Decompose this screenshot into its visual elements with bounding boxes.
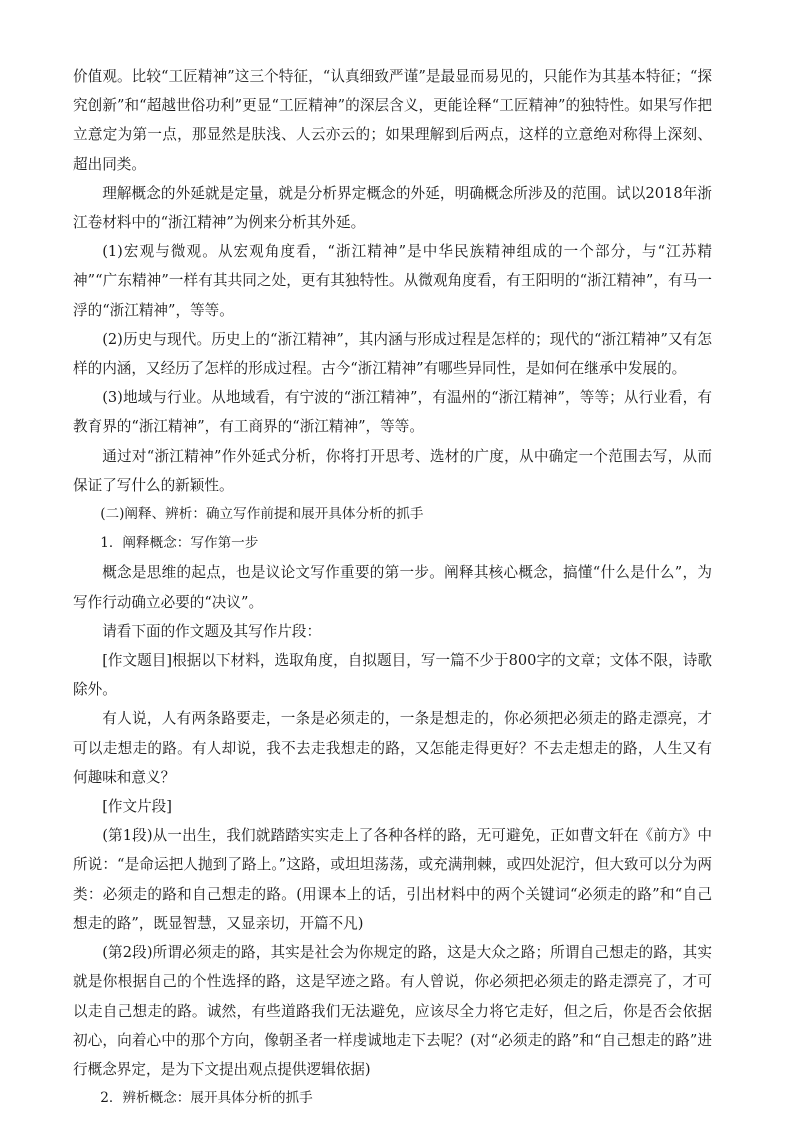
essay-prompt: [作文题目]根据以下材料，选取角度，自拟题目，写一篇不少于800字的文章；文体不限，诗歌除外。 <box>73 652 712 699</box>
paragraph-concept: 概念是思维的起点，也是议论文写作重要的第一步。阐释其核心概念，搞懂“什么是什么”，为写作行动确立必要的“决议”。 <box>73 564 712 611</box>
essay-excerpt-label: [作文片段] <box>102 798 172 816</box>
essay-material: 有人说，人有两条路要走，一条是必须走的，一条是想走的，你必须把必须走的路走漂亮，才可以走想走的路。有人却说，我不去走我想走的路，又怎能走得更好？不去走想走的路，人生又有何趣味和意义？ <box>73 710 712 786</box>
paragraph-point-3: (3)地域与行业。从地域看，有宁波的“浙江精神”，有温州的“浙江精神”，等等；从行业看，有教育界的“浙江精神”，有工商界的“浙江精神”，等等。 <box>73 389 712 436</box>
paragraph-intro: 请看下面的作文题及其写作片段： <box>102 622 322 640</box>
essay-excerpt-para-1: (第1段)从一出生，我们就踏踏实实走上了各种各样的路，无可避免，正如曹文轩在《前方》中所说：“是命运把人抛到了路上。”这路，或坦坦荡荡，或充满荆棘，或四处泥泞，但大致可以分为两类：必须走的路和自己想走的路。(用课本上的话，引出材料中的两个关键词“必须走的路”和“自己想走的路”，既显智慧，又显亲切，开篇不凡) <box>73 827 712 932</box>
paragraph-point-1: (1)宏观与微观。从宏观角度看，“浙江精神”是中华民族精神组成的一个部分，与“江苏精神”“广东精神”一样有其共同之处，更有其独特性。从微观角度看，有王阳明的“浙江精神”，有马一浮的“浙江精神”，等等。 <box>73 243 712 319</box>
subsection-heading-2: 2．辨析概念：展开具体分析的抓手 <box>100 1090 313 1107</box>
section-heading: (二)阐释、辨析：确立写作前提和展开具体分析的抓手 <box>100 506 424 523</box>
paragraph-summary: 通过对“浙江精神”作外延式分析，你将打开思考、选材的广度，从中确定一个范围去写，从而保证了写什么的新颖性。 <box>73 447 712 494</box>
subsection-heading-1: 1．阐释概念：写作第一步 <box>100 535 259 552</box>
paragraph-point-2: (2)历史与现代。历史上的“浙江精神”，其内涵与形成过程是怎样的；现代的“浙江精神”又有怎样的内涵，又经历了怎样的形成过程。古今“浙江精神”有哪些异同性，是如何在继承中发展的。 <box>73 330 712 378</box>
paragraph-continued: 价值观。比较“工匠精神”这三个特征，“认真细致严谨”是最显而易见的，只能作为其基本特征；“探究创新”和“超越世俗功利”更显“工匠精神”的深层含义，更能诠释“工匠精神”的独特性。如果写作把立意定为第一点，那显然是肤浅、人云亦云的；如果理解到后两点，这样的立意绝对称得上深刻、超出同类。 <box>73 68 712 173</box>
essay-excerpt-para-2: (第2段)所谓必须走的路，其实是社会为你规定的路，这是大众之路；所谓自己想走的路，其实就是你根据自己的个性选择的路，这是罕迹之路。有人曾说，你必须把必须走的路走漂亮了，才可以走自己想走的路。诚然，有些道路我们无法避免，应该尽全力将它走好，但之后，你是否会依据初心，向着心中的那个方向，像朝圣者一样虔诚地走下去呢？(对“必须走的路”和“自己想走的路”进行概念界定，是为下文提出观点提供逻辑依据) <box>73 944 712 1078</box>
paragraph-extension: 理解概念的外延就是定量，就是分析界定概念的外延，明确概念所涉及的范围。试以2018年浙江卷材料中的“浙江精神”为例来分析其外延。 <box>73 184 712 232</box>
